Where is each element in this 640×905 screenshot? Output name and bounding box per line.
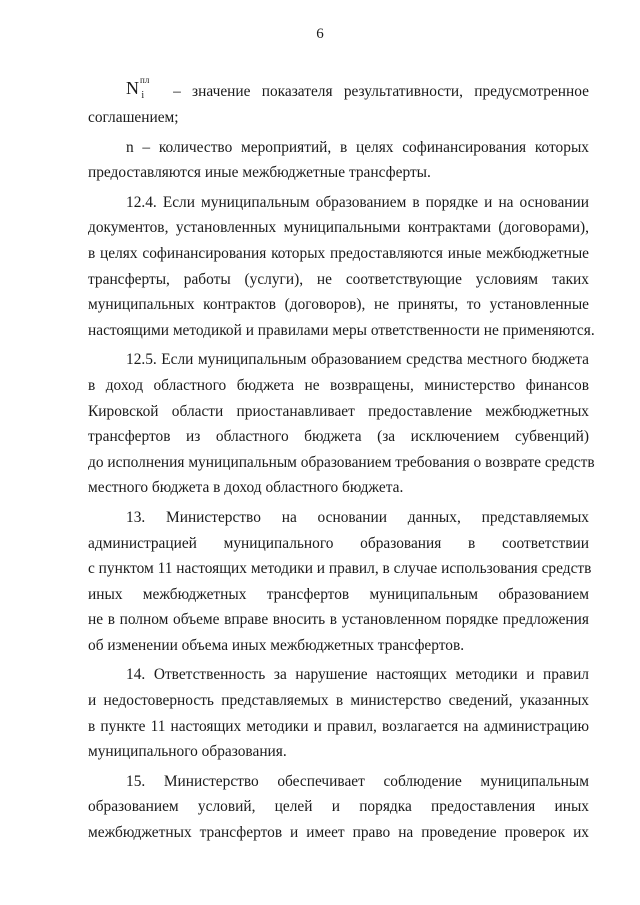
paragraph (88, 190, 595, 344)
text-line: до исполнения муниципальным образованием требования о возврате средств (88, 453, 595, 471)
text-line: и недостоверность представляемых в министерство сведений, указанных (88, 692, 589, 710)
text-line: иных межбюджетных трансфертов муниципальным образованием (88, 585, 589, 603)
formula-subscript: i (141, 90, 145, 102)
text-line: администрацией муниципального образования в соответствии (88, 534, 589, 552)
text-line: 15. Министерство обеспечивает соблюдение муниципальным (126, 772, 589, 790)
text-line: с пунктом 11 настоящих методики и правил, в случае использования средств (88, 560, 592, 578)
text-line: 12.5. Если муниципальным образованием средства местного бюджета (126, 351, 589, 369)
paragraph (88, 505, 592, 659)
page-number: 6 (316, 26, 324, 42)
text-line: муниципальных контрактов (договоров), не приняты, то установленные (88, 296, 589, 314)
text-line: 13. Министерство на основании данных, представляемых (126, 508, 589, 526)
text-line: местного бюджета в доход областного бюджета. (88, 479, 404, 497)
text-line: в целях софинансирования которых предоставляются иные межбюджетные (88, 244, 589, 262)
text-line: предоставляются иные межбюджетные трансферты. (88, 164, 431, 182)
paragraph-list (88, 135, 595, 846)
formula-description: – значение показателя результативности, предусмотренное (173, 83, 589, 101)
formula-description-continuation: соглашением; (88, 109, 179, 126)
text-line: трансфертов из областного бюджета (за исключением субвенций) (88, 428, 589, 446)
formula-symbol: $N^{пл}_i$ (126, 75, 150, 102)
text-line: об изменении объема иных межбюджетных трансфертов. (88, 636, 465, 654)
paragraph (88, 347, 595, 501)
text-line: n – количество мероприятий, в целях софинансирования которых (126, 138, 589, 156)
text-line: не в полном объеме вправе вносить в установленном порядке предложения (88, 611, 589, 629)
text-line: 14. Ответственность за нарушение настоящих методики и правил (126, 666, 589, 684)
text-line: настоящими методикой и правилами меры ответственности не применяются. (88, 321, 595, 339)
text-line: Кировской области приостанавливает предоставление межбюджетных (88, 402, 589, 420)
formula-definition (88, 75, 589, 105)
body-text (88, 75, 595, 846)
text-line: в доход областного бюджета не возвращены, министерство финансов (88, 376, 589, 394)
text-line: 12.4. Если муниципальным образованием в порядке и на основании (126, 193, 589, 211)
text-line: муниципального образования. (88, 743, 287, 761)
paragraph (88, 769, 589, 846)
text-line: документов, установленных муниципальными контрактами (договорами), (88, 219, 589, 237)
text-line: в пункте 11 настоящих методики и правил, возлагается на администрацию (88, 717, 589, 735)
text-line: межбюджетных трансфертов и имеет право на проведение проверок их (88, 824, 589, 842)
paragraph (88, 662, 589, 764)
text-line: образованием условий, целей и порядка предоставления иных (88, 798, 589, 816)
paragraph (88, 135, 589, 186)
text-line: трансферты, работы (услуги), не соответствующие условиям таких (88, 270, 589, 288)
formula-superscript: пл (140, 75, 150, 86)
